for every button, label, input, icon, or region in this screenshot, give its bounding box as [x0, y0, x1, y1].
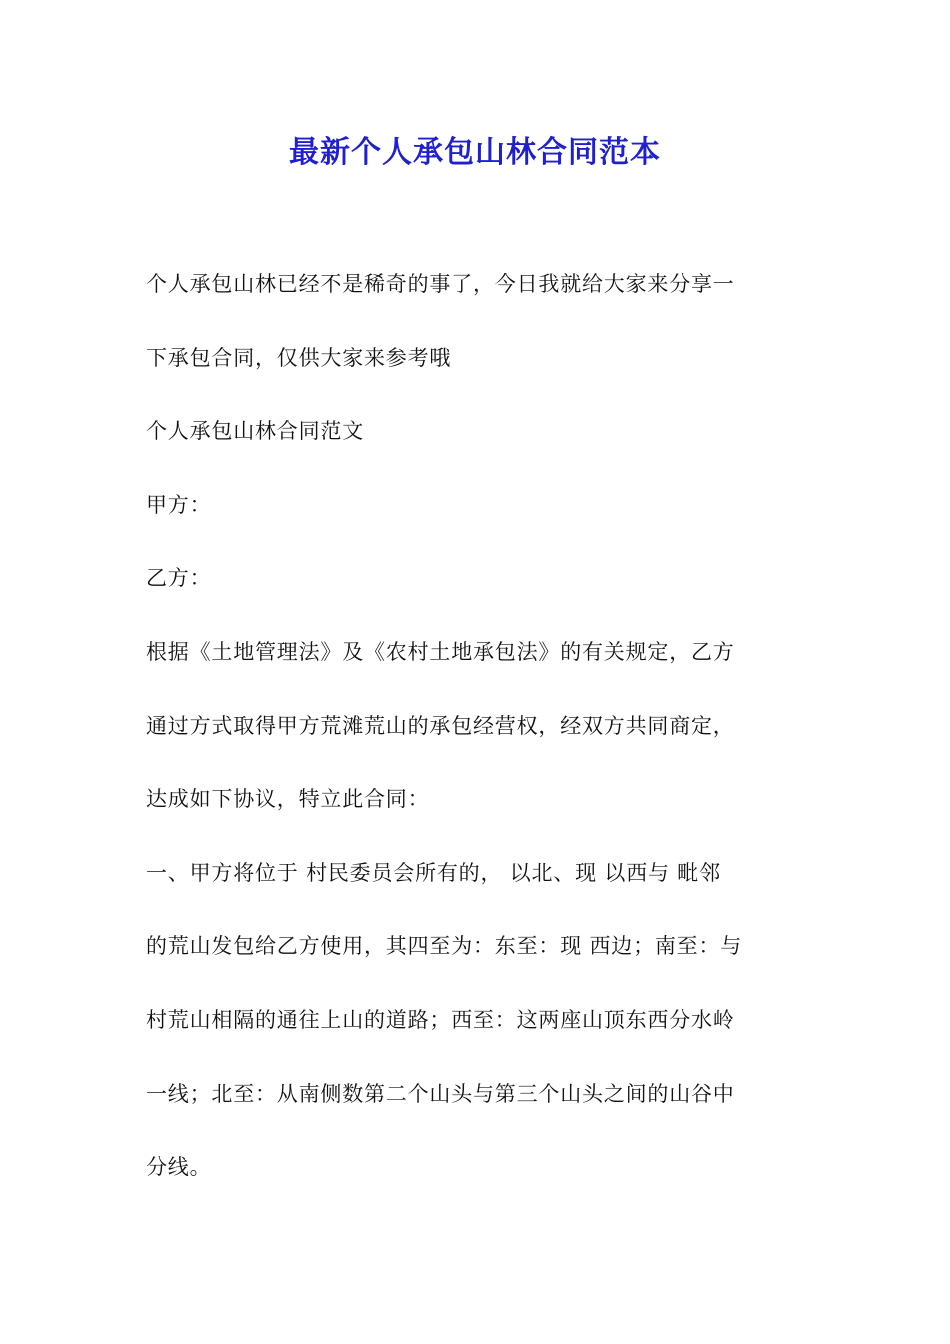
legal-basis-paragraph — [146, 630, 806, 851]
text-line: 达成如下协议，特立此合同： — [146, 787, 430, 812]
clause-one-paragraph — [146, 851, 806, 1219]
text-line: 个人承包山林合同范文 — [146, 419, 364, 444]
text-line: 下承包合同，仅供大家来参考哦 — [146, 345, 452, 370]
text-line: 一、甲方将位于 村民委员会所有的， 以北、现 以西与 毗邻 — [146, 860, 721, 885]
text-line: 个人承包山林已经不是稀奇的事了，今日我就给大家来分享一 — [146, 272, 735, 296]
text-line: 一线；北至：从南侧数第二个山头与第三个山头之间的山谷中 — [146, 1081, 735, 1106]
text-line: 分线。 — [146, 1155, 212, 1180]
document-title: 最新个人承包山林合同范本 — [289, 135, 661, 170]
text-line: 的荒山发包给乙方使用，其四至为：东至：现 西边；南至：与 — [146, 934, 743, 959]
contract-heading — [146, 409, 806, 483]
party-a-line — [146, 483, 806, 557]
text-line: 乙方： — [146, 566, 212, 591]
text-line: 根据《土地管理法》及《农村土地承包法》的有关规定，乙方 — [146, 639, 735, 664]
text-line: 通过方式取得甲方荒滩荒山的承包经营权，经双方共同商定， — [146, 713, 735, 738]
intro-paragraph — [146, 262, 806, 409]
text-line: 甲方： — [146, 492, 212, 517]
party-b-line — [146, 556, 806, 630]
document-body — [146, 262, 806, 1219]
text-line: 村荒山相隔的通往上山的道路；西至：这两座山顶东西分水岭 — [146, 1007, 735, 1032]
